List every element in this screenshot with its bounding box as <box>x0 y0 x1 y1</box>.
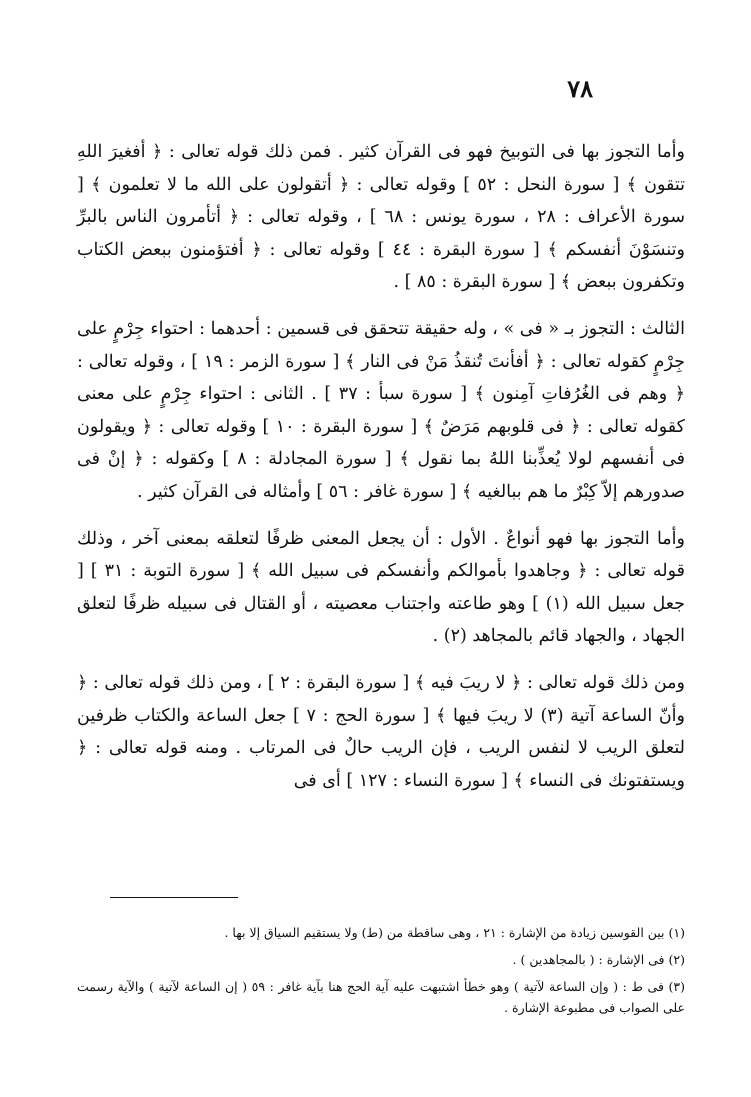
paragraph-figurative-types: وأما التجوز بها فهو أنواعٌ . الأول : أن يجعل المعنى ظرفًا لتعلقه بمعنى آخر ، وذلك قوله تعالى : ﴿ وجاهدوا بأموالكم وأنفسكم فى سبيل الله ﴾ [ سورة التوبة : ٣١ ] [ جعل سبيل الله (١) ] وهو طاعته واجتناب معصيته ، أو القتال فى سبيله ظرفًا لتعلق الجهاد ، والجهاد قائم بالمجاهد (٢) . <box>77 528 685 647</box>
footnote-divider <box>110 897 238 898</box>
page-number: ٧٨ <box>567 74 593 103</box>
paragraph-no-doubt: ومن ذلك قوله تعالى : ﴿ لا ريبَ فيه ﴾ [ سورة البقرة : ٢ ] ، ومن ذلك قوله تعالى : ﴿ وأنّ الساعة آتية (٣) لا ريبَ فيها ﴾ [ سورة الحج : ٧ ] جعل الساعة والكتاب ظرفين لتعلق الريب لا لنفس الريب ، فإن الريب حالٌ فى المرتاب . ومنه قوله تعالى : ﴿ ويستفتونك فى النساء ﴾ [ سورة النساء : ١٢٧ ] أى فى <box>77 672 685 791</box>
paragraph-rebuke: وأما التجوز بها فى التوبيخ فهو فى القرآن كثير . فمن ذلك قوله تعالى : ﴿ أفغيرَ اللهِ تتقون ﴾ [ سورة النحل : ٥٢ ] وقوله تعالى : ﴿ أتقولون على الله ما لا تعلمون ﴾ [ سورة الأعراف : ٢٨ ، سورة يونس : ٦٨ ] ، وقوله تعالى : ﴿ أتأمرون الناس بالبرِّ وتنسَوْنَ أنفسكم ﴾ [ سورة البقرة : ٤٤ ] وقوله تعالى : ﴿ أفتؤمنون ببعض الكتاب وتكفرون ببعض ﴾ [ سورة البقرة : ٨٥ ] . <box>77 142 685 293</box>
footnote-1: (١) بين القوسين زيادة من الإشارة : ٢١ ، وهى ساقطة من (ط) ولا يستقيم السياق إلا بها . <box>224 925 685 940</box>
footnotes <box>77 922 685 1024</box>
footnote-2: (٢) فى الإشارة : ( بالمجاهدين ) . <box>512 952 685 967</box>
footnote-3: (٣) فى ط : ( وإن الساعة لآتية ) وهو خطأ اشتبهت عليه آية الحج هنا بآية غافر : ٥٩ ( إن الساعة لآتية ) والآية رسمت على الصواب فى مطبوعة الإشارة . <box>77 979 685 1015</box>
paragraph-third-fi: الثالث : التجوز بـ « فى » ، وله حقيقة تتحقق فى قسمين : أحدهما : احتواء جِرْمٍ على جِرْمٍ كقوله تعالى : ﴿ أفأنتَ تُنقذُ مَنْ فى النار ﴾ [ سورة الزمر : ١٩ ] ، وقوله تعالى : ﴿ وهم فى الغُرُفاتِ آمِنون ﴾ [ سورة سبأ : ٣٧ ] . الثانى : احتواء جِرْمٍ على معنى كقوله تعالى : ﴿ فى قلوبهم مَرَضٌ ﴾ [ سورة البقرة : ١٠ ] وقوله تعالى : ﴿ ويقولون فى أنفسهم لولا يُعذِّبنا اللهُ بما نقول ﴾ [ سورة المجادلة : ٨ ] وكقوله : ﴿ إنْ فى صدورهم إلاّ كِبْرٌ ما هم ببالغيه ﴾ [ سورة غافر : ٥٦ ] وأمثاله فى القرآن كثير . <box>77 318 686 502</box>
main-text <box>77 136 685 797</box>
